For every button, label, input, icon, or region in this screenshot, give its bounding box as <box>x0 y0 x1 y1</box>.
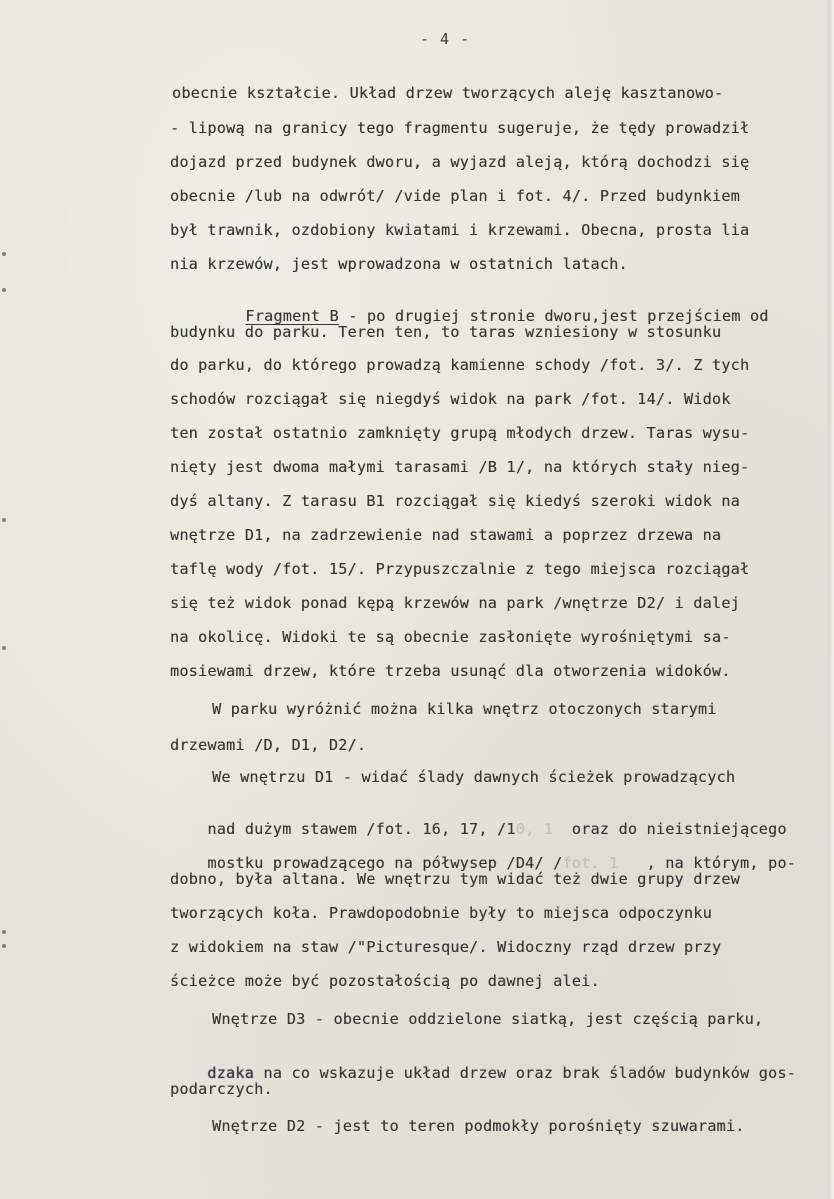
paper-speck <box>2 518 6 522</box>
section-heading-fragment-b: Fragment B <box>245 307 339 325</box>
text-span: na co wskazuje układ drzew oraz brak śladów budynków gos- <box>254 1064 797 1082</box>
text-line: budynku do parku. Teren ten, to taras wzniesiony w stosunku <box>170 323 722 341</box>
text-line: mosiewami drzew, które trzeba usunąć dla otworzenia widoków. <box>170 662 731 680</box>
paper-speck <box>2 288 6 292</box>
text-line: na okolicę. Widoki te są obecnie zasłonięte wyrośniętymi sa- <box>170 628 731 646</box>
text-line: się też widok ponad kępą krzewów na park /wnętrze D2/ i dalej <box>170 594 740 612</box>
text-line: nia krzewów, jest wprowadzona w ostatnich latach. <box>170 255 628 273</box>
faded-text: fot. 1 <box>562 854 619 872</box>
text-line: wnętrze D1, na zadrzewienie nad stawami a poprzez drzewa na <box>170 526 722 544</box>
page-number: - 4 - <box>420 30 471 48</box>
paper-edge <box>828 0 834 1199</box>
faded-text: 0, 1 <box>515 820 554 838</box>
text-line: W parku wyróżnić można kilka wnętrz otoczonych starymi <box>212 700 717 718</box>
text-line: taflę wody /fot. 15/. Przypuszczalnie z tego miejsca rozciągał <box>170 560 750 578</box>
text-line: z widokiem na staw /"Picturesque/. Widoczny rząd drzew przy <box>170 938 722 956</box>
text-line: był trawnik, ozdobiony kwiatami i krzewami. Obecna, prosta lia <box>170 221 750 239</box>
text-line: drzewami /D, D1, D2/. <box>170 736 367 754</box>
text-line: Wnętrze D2 - jest to teren podmokły porośnięty szuwarami. <box>212 1117 745 1135</box>
text-line: do parku, do którego prowadzą kamienne schody /fot. 3/. Z tych <box>170 356 750 374</box>
text-span: oraz do nieistniejącego <box>553 820 787 838</box>
text-line: nięty jest dwoma małymi tarasami /B 1/, na których stały nieg- <box>170 458 750 476</box>
paper-speck <box>2 252 6 256</box>
text-line: podarczych. <box>170 1080 273 1098</box>
text-line: schodów rozciągał się niegdyś widok na park /fot. 14/. Widok <box>170 390 731 408</box>
text-line: dojazd przed budynek dworu, a wyjazd aleją, którą dochodzi się <box>170 153 750 171</box>
text-line: dyś altany. Z tarasu B1 rozciągał się kiedyś szeroki widok na <box>170 492 740 510</box>
paper-speck <box>2 930 6 934</box>
text-span: - po drugiej stronie dworu,jest przejściem od <box>338 307 769 325</box>
text-line: tworzących koła. Prawdopodobnie były to miejsca odpoczynku <box>170 904 712 922</box>
text-line: dobno, była altana. We wnętrzu tym widać też dwie grupy drzew <box>170 870 740 888</box>
text-line: - lipową na granicy tego fragmentu sugeruje, że tędy prowadził <box>170 119 750 137</box>
paper-speck <box>2 646 6 650</box>
text-span: , na którym, po- <box>618 854 797 872</box>
text-span: mostku prowadzącego na półwysep /D4/ / <box>207 854 563 872</box>
text-span: nad dużym stawem /fot. 16, 17, /1 <box>207 820 516 838</box>
text-line: We wnętrzu D1 - widać ślady dawnych ścieżek prowadzących <box>212 768 736 786</box>
text-line: ścieżce może być pozostałością po dawnej alei. <box>170 972 600 990</box>
text-line: ten został ostatnio zamknięty grupą młodych drzew. Taras wysu- <box>170 424 750 442</box>
paper-speck <box>2 944 6 948</box>
text-line: obecnie /lub na odwrót/ /vide plan i fot. 4/. Przed budynkiem <box>170 187 740 205</box>
struck-out-word: dzaka <box>207 1064 255 1082</box>
text-line: obecnie kształcie. Układ drzew tworzących aleję kasztanowo- <box>172 84 724 102</box>
text-line: Wnętrze D3 - obecnie oddzielone siatką, jest częścią parku, <box>212 1010 764 1028</box>
